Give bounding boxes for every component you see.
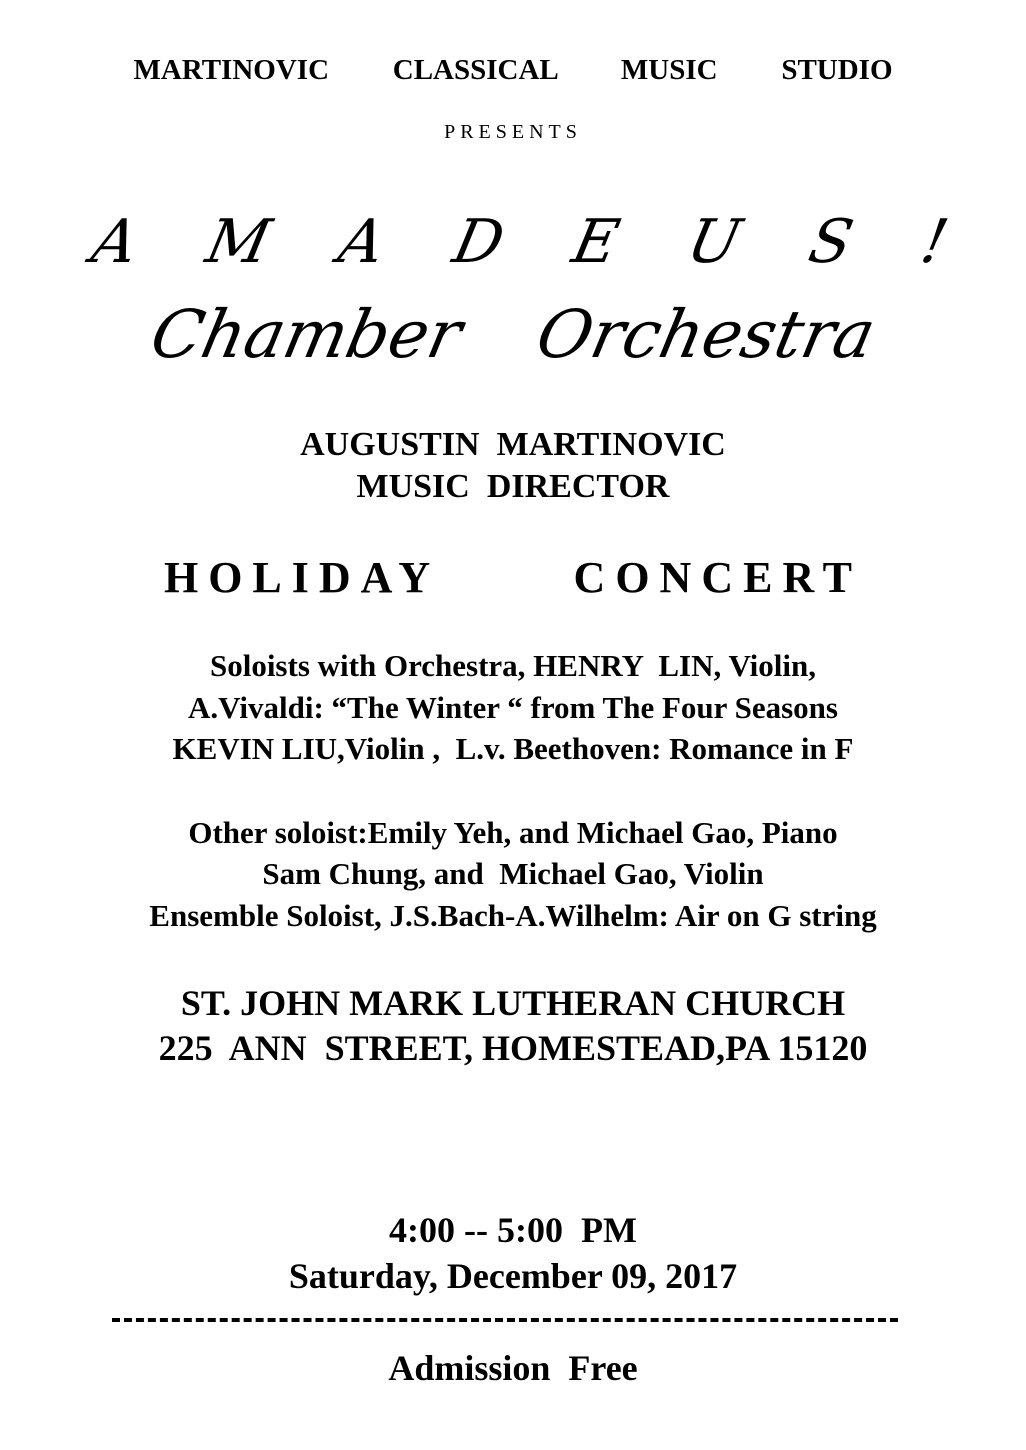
- presents-label: PRESENTS: [444, 121, 582, 143]
- director-title: MUSIC DIRECTOR: [356, 468, 670, 505]
- director-name: AUGUSTIN MARTINOVIC: [300, 426, 726, 463]
- dashed-divider: [112, 1318, 898, 1322]
- admission-text: Admission Free: [388, 1348, 638, 1388]
- program-line: Soloists with Orchestra, HENRY LIN, Violin,: [209, 648, 817, 683]
- program-line: Sam Chung, and Michael Gao, Violin: [262, 856, 764, 891]
- program-line: KEVIN LIU,Violin , L.v. Beethoven: Romance in F: [172, 731, 854, 766]
- venue-address: 225 ANN STREET, HOMESTEAD,PA 15120: [158, 1028, 868, 1068]
- program-line: Other soloist:Emily Yeh, and Michael Gao, Piano: [188, 815, 838, 850]
- orchestra-name: A M A D E U S !: [85, 207, 981, 277]
- concert-title: HOLIDAY CONCERT: [163, 553, 863, 602]
- orchestra-subtitle: Chamber Orchestra: [144, 296, 882, 373]
- program-line: A.Vivaldi: “The Winter “ from The Four Seasons: [188, 690, 838, 725]
- program-line: Ensemble Soloist, J.S.Bach-A.Wilhelm: Air on G string: [149, 898, 877, 933]
- concert-time: 4:00 -- 5:00 PM: [389, 1210, 637, 1250]
- concert-date: Saturday, December 09, 2017: [288, 1256, 738, 1296]
- studio-name: MARTINOVIC CLASSICAL MUSIC STUDIO: [133, 54, 893, 86]
- venue-name: ST. JOHN MARK LUTHERAN CHURCH: [180, 983, 846, 1023]
